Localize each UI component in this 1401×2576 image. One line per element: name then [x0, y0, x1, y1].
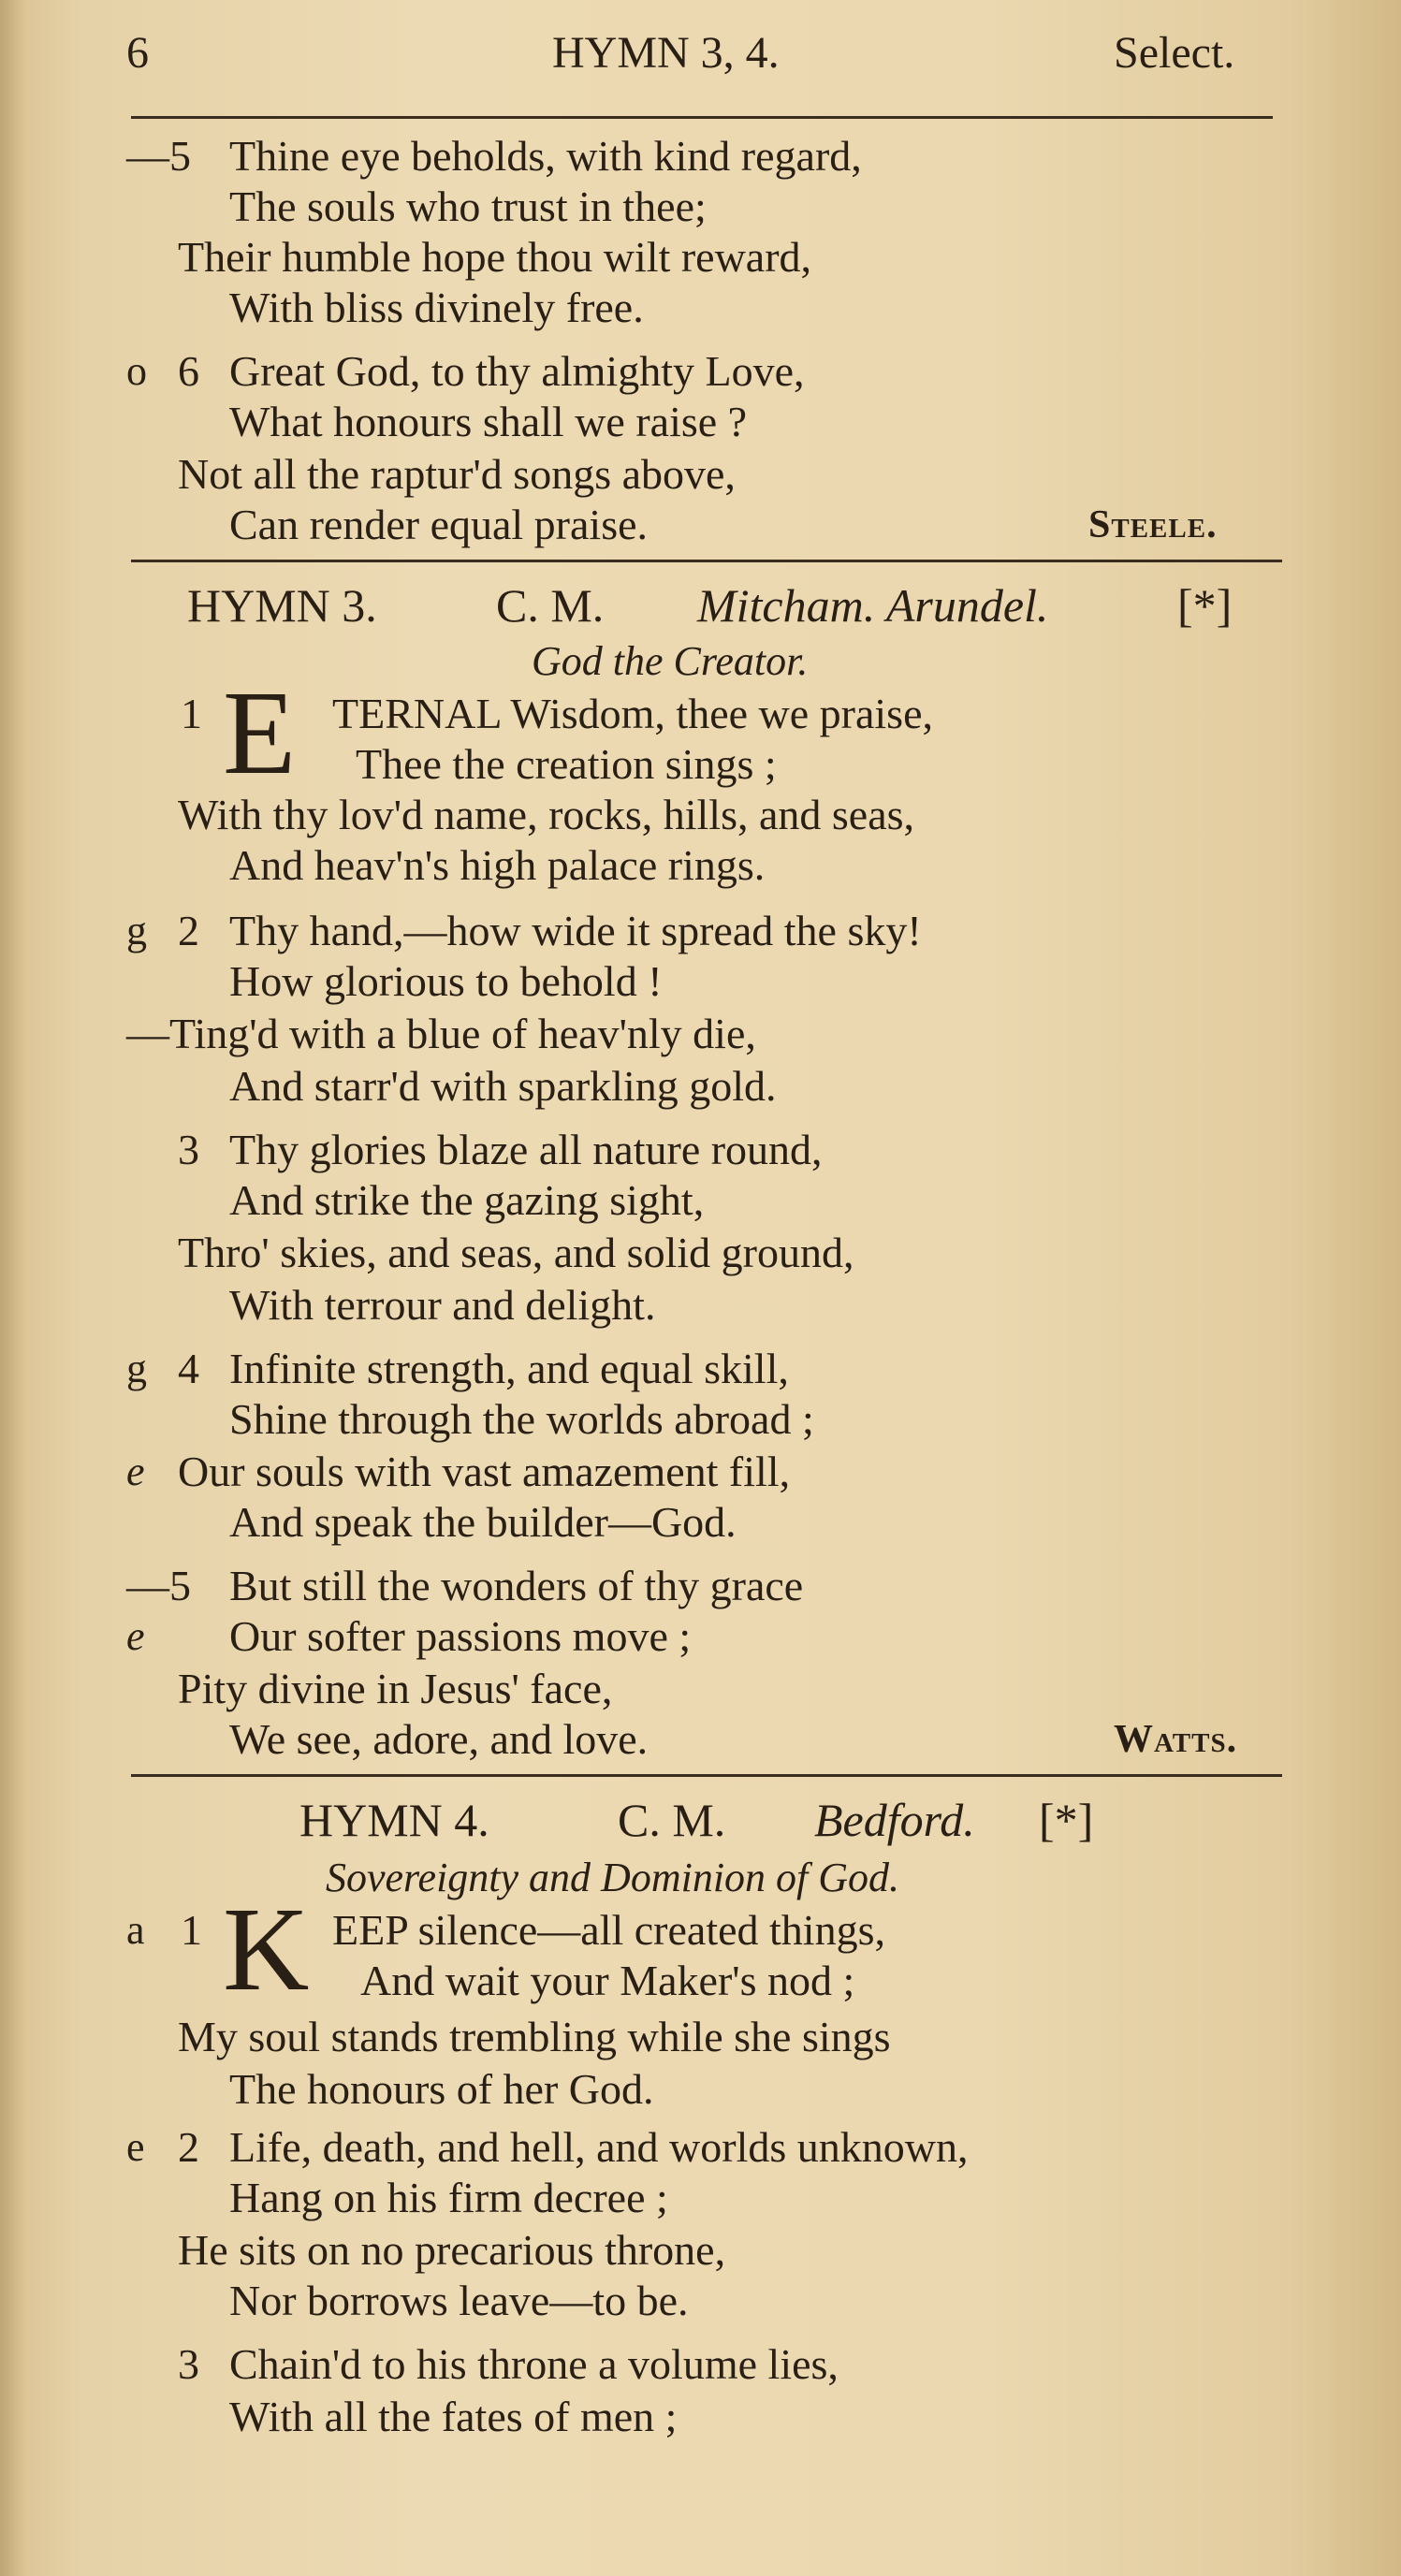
- author-credit: Watts.: [1114, 1718, 1238, 1761]
- verse-line: Great God, to thy almighty Love,: [229, 347, 805, 395]
- verse-line: Not all the raptur'd songs above,: [178, 450, 736, 498]
- verse-line: Thy hand,—how wide it spread the sky!: [229, 907, 922, 954]
- verse-line: Thine eye beholds, with kind regard,: [229, 132, 862, 180]
- verse-line: Nor borrows leave—to be.: [229, 2277, 689, 2324]
- hymn-subtitle: Sovereignty and Dominion of God.: [326, 1855, 900, 1900]
- hymn-divider: [131, 1774, 1282, 1777]
- verse-line: TERNAL Wisdom, thee we praise,: [332, 690, 934, 737]
- verse-line: Can render equal praise.: [229, 501, 649, 548]
- hymn-title: HYMN 3.: [187, 579, 377, 632]
- verse-line: Shine through the worlds abroad ;: [229, 1395, 814, 1443]
- hymn-tune: Bedford.: [814, 1794, 975, 1846]
- verse-line: How glorious to behold !: [229, 957, 663, 1005]
- verse-line: —Ting'd with a blue of heav'nly die,: [126, 1010, 756, 1057]
- verse-line: Chain'd to his throne a volume lies,: [229, 2340, 839, 2388]
- verse-number: 2: [178, 907, 199, 954]
- hymn-bracket: [*]: [1177, 579, 1233, 632]
- verse-mark: —5: [126, 1562, 191, 1609]
- verse-line: Thy glories blaze all nature round,: [229, 1126, 823, 1173]
- verse-line: But still the wonders of thy grace: [229, 1562, 804, 1609]
- verse-line: With bliss divinely free.: [229, 284, 644, 331]
- verse-line: EEP silence—all created things,: [332, 1906, 885, 1954]
- dynamic-mark: a: [126, 1907, 145, 1953]
- running-title: HYMN 3, 4.: [552, 28, 780, 78]
- verse-line: And wait your Maker's nod ;: [360, 1957, 855, 2004]
- drop-cap: E: [223, 666, 297, 799]
- verse-line: With terrour and delight.: [229, 1281, 656, 1329]
- header-rule: [131, 116, 1273, 119]
- hymn-meter: C. M.: [496, 579, 605, 632]
- hymn-divider: [131, 560, 1282, 562]
- verse-line: The souls who trust in thee;: [229, 182, 707, 230]
- verse-number: 6: [178, 347, 199, 395]
- verse-line: Hang on his firm decree ;: [229, 2174, 668, 2221]
- verse-line: Infinite strength, and equal skill,: [229, 1345, 789, 1392]
- verse-line: And starr'd with sparkling gold.: [229, 1062, 777, 1110]
- verse-line: We see, adore, and love.: [229, 1715, 649, 1763]
- dynamic-mark: g: [126, 908, 147, 953]
- verse-number: 2: [178, 2123, 199, 2171]
- verse-line: What honours shall we raise ?: [229, 398, 748, 445]
- verse-number: 1: [181, 690, 202, 737]
- hymn-subtitle: God the Creator.: [532, 638, 809, 684]
- verse-line: Pity divine in Jesus' face,: [178, 1665, 613, 1712]
- verse-mark: —5: [126, 132, 191, 180]
- verse-line: Thee the creation sings ;: [356, 740, 777, 788]
- verse-line: Our softer passions move ;: [229, 1612, 692, 1660]
- dynamic-mark: e: [126, 1613, 145, 1659]
- verse-line: And strike the gazing sight,: [229, 1176, 705, 1224]
- verse-line: Our souls with vast amazement fill,: [178, 1448, 791, 1495]
- hymn-bracket: [*]: [1039, 1794, 1094, 1846]
- hymn-tunes: Mitcham. Arundel.: [697, 579, 1049, 632]
- page-number: 6: [126, 28, 149, 78]
- hymn-meter: C. M.: [618, 1794, 726, 1846]
- verse-line: He sits on no precarious throne,: [178, 2226, 726, 2274]
- verse-number: 4: [178, 1345, 199, 1392]
- verse-number: 3: [178, 1126, 199, 1173]
- author-credit: Steele.: [1088, 503, 1218, 546]
- verse-number: 3: [178, 2340, 199, 2388]
- page-edge: [0, 0, 28, 2576]
- verse-line: My soul stands trembling while she sings: [178, 2013, 891, 2060]
- dynamic-mark: e: [126, 2124, 145, 2170]
- drop-cap: K: [223, 1883, 310, 2016]
- verse-line: And heav'n's high palace rings.: [229, 841, 766, 889]
- verse-line: Their humble hope thou wilt reward,: [178, 233, 812, 281]
- dynamic-mark: o: [126, 348, 147, 394]
- verse-line: Thro' skies, and seas, and solid ground,: [178, 1229, 854, 1276]
- dynamic-mark: g: [126, 1346, 147, 1391]
- verse-line: The honours of her God.: [229, 2065, 654, 2113]
- hymn-title: HYMN 4.: [299, 1794, 489, 1846]
- section-label: Select.: [1114, 28, 1235, 78]
- verse-line: Life, death, and hell, and worlds unknown,: [229, 2123, 969, 2171]
- verse-line: And speak the builder—God.: [229, 1498, 737, 1546]
- verse-number: 1: [181, 1906, 202, 1954]
- verse-line: With all the fates of men ;: [229, 2393, 678, 2440]
- verse-line: With thy lov'd name, rocks, hills, and seas,: [178, 791, 915, 838]
- dynamic-mark: e: [126, 1448, 145, 1494]
